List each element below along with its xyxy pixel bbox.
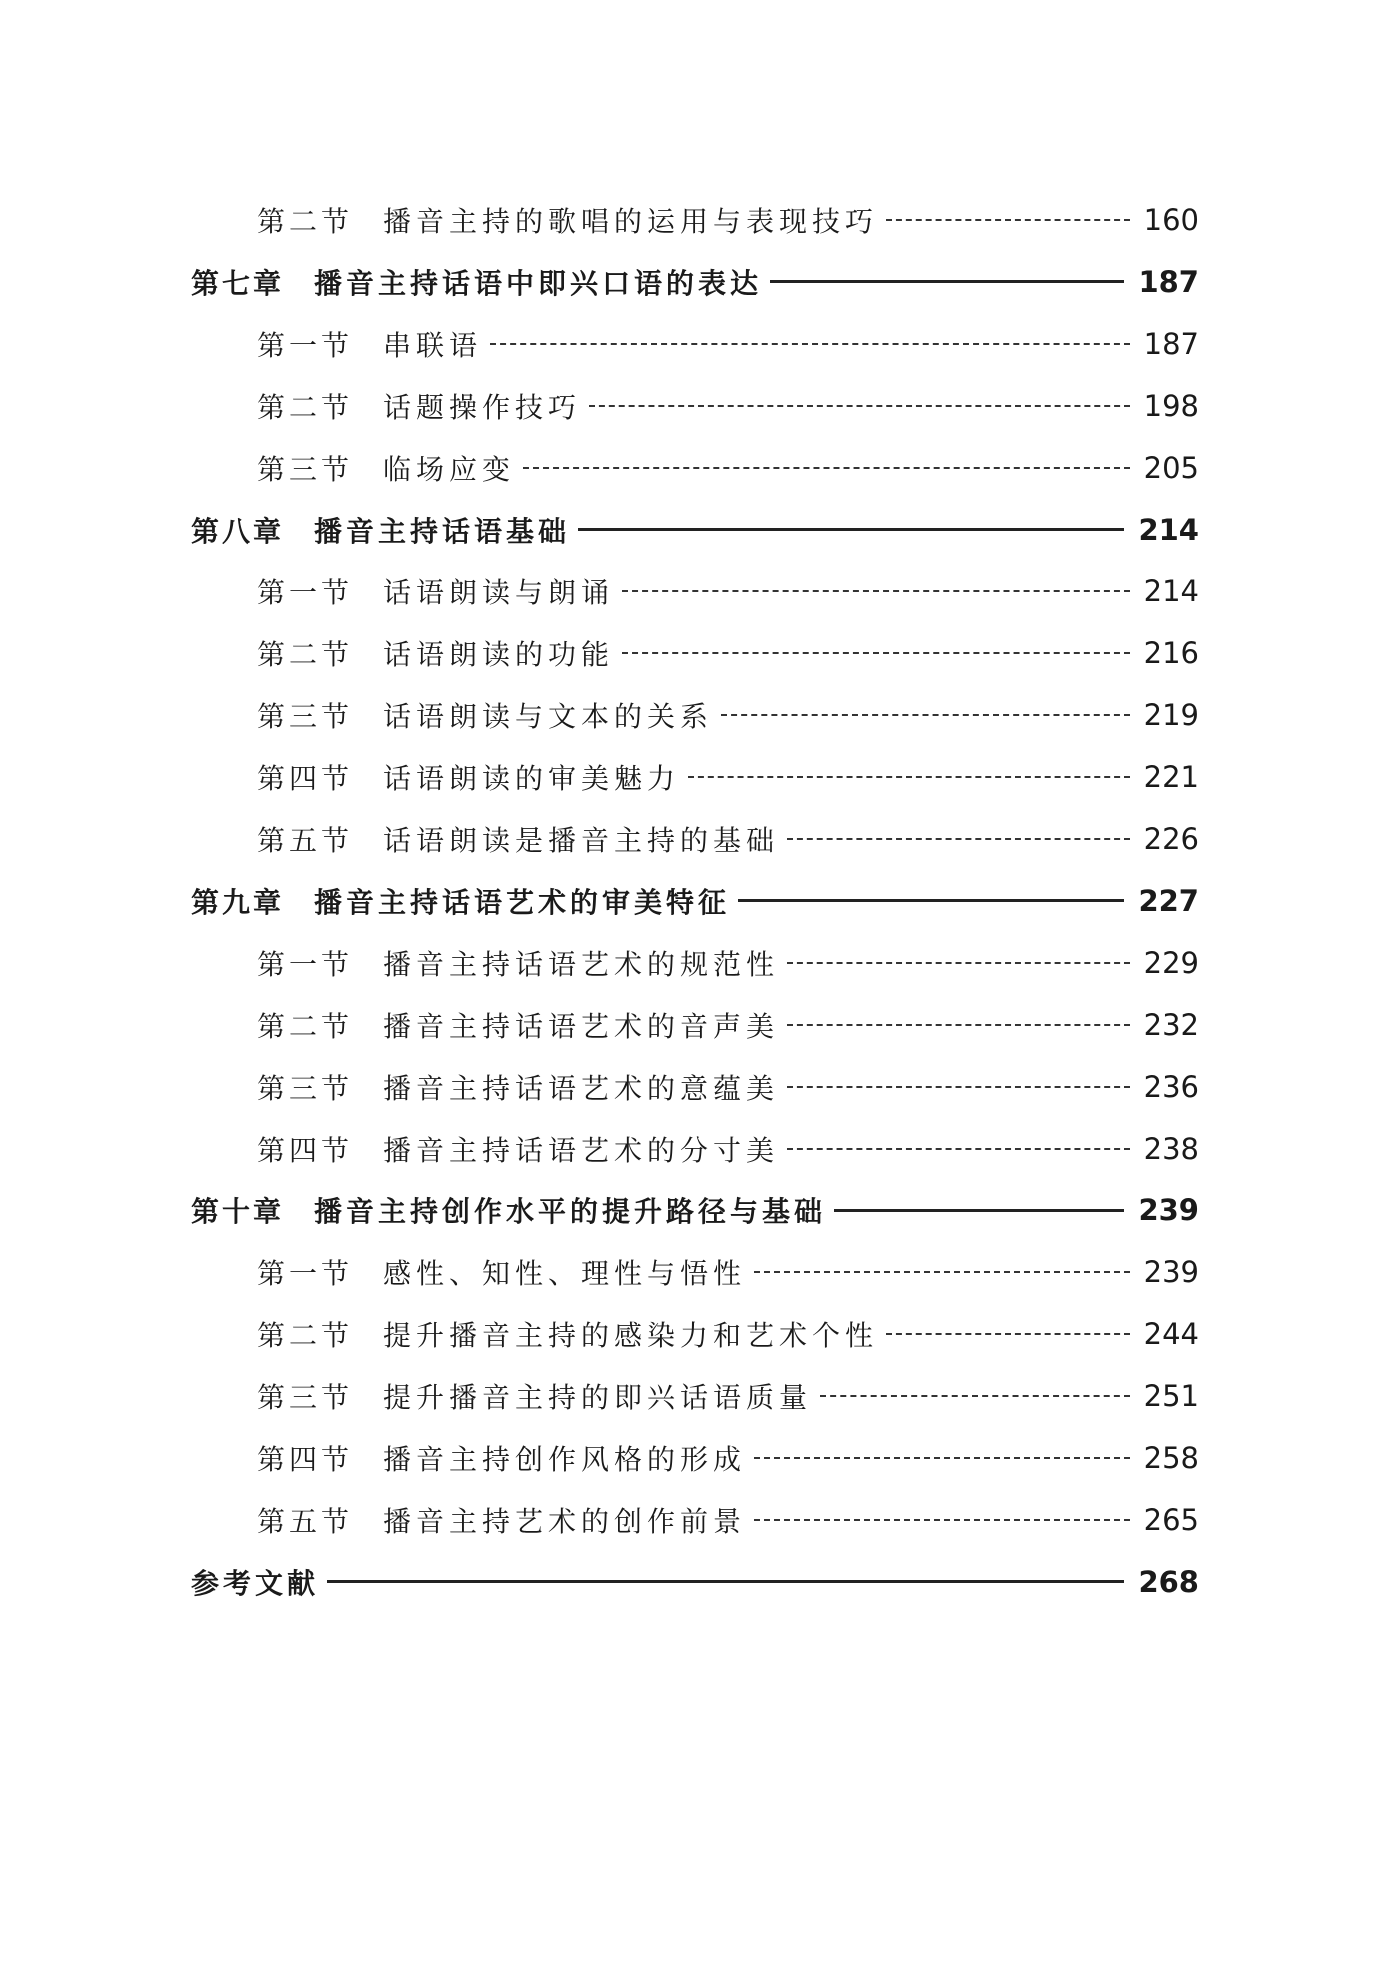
- chapter-number: 第七章: [191, 266, 285, 300]
- toc-section-entry[interactable]: [257, 381, 1199, 431]
- leader-line: [787, 838, 1130, 840]
- section-number: 第五节: [257, 1504, 354, 1538]
- leader-line: [886, 1333, 1130, 1335]
- page-number: 187: [1138, 264, 1199, 299]
- page-number: 160: [1143, 203, 1199, 237]
- leader-line: [886, 219, 1130, 221]
- toc-chapter-entry[interactable]: [191, 505, 1199, 555]
- section-number: 第三节: [257, 452, 354, 486]
- page-number: 268: [1138, 1564, 1199, 1599]
- section-title: 话语朗读的功能: [383, 638, 615, 672]
- page-number: 258: [1143, 1441, 1199, 1475]
- toc-section-entry[interactable]: [257, 628, 1199, 678]
- section-title: 播音主持话语艺术的分寸美: [383, 1133, 780, 1167]
- section-number: 第四节: [257, 1443, 354, 1476]
- toc-section-entry[interactable]: [257, 1495, 1199, 1545]
- page-number: 214: [1138, 512, 1199, 547]
- page-number: 214: [1143, 574, 1199, 609]
- section-title: 提升播音主持的即兴话语质量: [383, 1381, 813, 1415]
- page-number: 232: [1143, 1007, 1199, 1042]
- toc-section-entry[interactable]: [257, 1062, 1199, 1112]
- page-number: 205: [1143, 450, 1199, 485]
- chapter-number: 第八章: [191, 514, 285, 548]
- toc-section-entry[interactable]: [257, 1124, 1199, 1174]
- leader-line: [327, 1580, 1124, 1583]
- section-title: 播音主持艺术的创作前景: [383, 1504, 747, 1538]
- toc-section-entry[interactable]: [257, 1247, 1199, 1297]
- leader-line: [578, 528, 1124, 531]
- page-number: 216: [1143, 636, 1199, 671]
- leader-line: [787, 1148, 1130, 1150]
- leader-line: [787, 1086, 1130, 1088]
- chapter-number: 第九章: [191, 885, 285, 919]
- section-number: 第三节: [257, 1381, 354, 1415]
- chapter-title: 播音主持话语中即兴口语的表达: [314, 266, 763, 300]
- section-title: 话语朗读与文本的关系: [383, 700, 714, 734]
- page-number: 236: [1143, 1069, 1199, 1104]
- chapter-title: 播音主持创作水平的提升路径与基础: [314, 1195, 827, 1229]
- section-title: 播音主持话语艺术的音声美: [383, 1009, 780, 1043]
- leader-line: [721, 714, 1130, 716]
- toc-chapter-entry[interactable]: [191, 876, 1199, 926]
- leader-line: [787, 962, 1130, 964]
- section-title: 临场应变: [383, 452, 516, 486]
- toc-section-entry[interactable]: [257, 1309, 1199, 1359]
- section-number: 第一节: [257, 947, 354, 981]
- toc-section-entry[interactable]: [257, 1371, 1199, 1421]
- chapter-title: 播音主持话语艺术的审美特征: [314, 885, 731, 919]
- leader-line: [787, 1024, 1130, 1026]
- section-number: 第一节: [257, 576, 354, 610]
- leader-line: [523, 467, 1130, 469]
- toc-section-entry[interactable]: [257, 938, 1199, 988]
- section-number: 第一节: [257, 328, 354, 362]
- toc-section-entry[interactable]: [257, 566, 1199, 616]
- section-number: 第四节: [257, 762, 354, 796]
- section-title: 播音主持话语艺术的意蕴美: [383, 1071, 780, 1105]
- page-number: 226: [1143, 822, 1199, 856]
- toc-section-entry[interactable]: [257, 690, 1199, 740]
- page-number: 227: [1138, 883, 1199, 918]
- chapter-title: 参考文献: [191, 1566, 320, 1600]
- leader-line: [770, 280, 1124, 283]
- section-number: 第三节: [257, 700, 354, 734]
- toc-chapter-entry[interactable]: [191, 1185, 1199, 1235]
- leader-line: [688, 776, 1130, 778]
- toc-chapter-entry[interactable]: [191, 257, 1199, 307]
- section-title: 话语朗读与朗诵: [383, 576, 615, 610]
- toc-section-entry[interactable]: [257, 752, 1199, 802]
- leader-line: [589, 405, 1130, 407]
- page-number: 238: [1143, 1131, 1199, 1166]
- section-number: 第二节: [257, 1009, 354, 1043]
- leader-line: [834, 1209, 1124, 1212]
- section-title: 话语朗读是播音主持的基础: [383, 824, 780, 857]
- leader-line: [754, 1271, 1130, 1273]
- section-number: 第四节: [257, 1133, 354, 1167]
- section-title: 串联语: [383, 328, 483, 362]
- leader-line: [820, 1395, 1130, 1397]
- section-number: 第一节: [257, 1257, 354, 1291]
- leader-line: [738, 899, 1124, 902]
- section-number: 第二节: [257, 205, 354, 238]
- page-number: 229: [1143, 945, 1199, 980]
- section-number: 第二节: [257, 638, 354, 672]
- leader-line: [754, 1457, 1130, 1459]
- toc-section-entry[interactable]: [257, 319, 1199, 369]
- chapter-number: 第十章: [191, 1195, 285, 1229]
- section-title: 播音主持话语艺术的规范性: [383, 947, 780, 981]
- page-number: 187: [1143, 326, 1199, 361]
- leader-line: [490, 343, 1130, 345]
- section-title: 话题操作技巧: [383, 390, 582, 424]
- leader-line: [622, 590, 1130, 592]
- page-number: 219: [1143, 698, 1199, 733]
- page-number: 239: [1143, 1255, 1199, 1290]
- page-number: 251: [1143, 1379, 1199, 1414]
- page-number: 239: [1138, 1193, 1199, 1228]
- section-number: 第三节: [257, 1071, 354, 1105]
- section-title: 感性、知性、理性与悟性: [383, 1257, 747, 1291]
- chapter-title: 播音主持话语基础: [314, 514, 571, 548]
- section-title: 话语朗读的审美魅力: [383, 762, 681, 796]
- section-title: 播音主持创作风格的形成: [383, 1443, 747, 1476]
- section-title: 提升播音主持的感染力和艺术个性: [383, 1319, 879, 1353]
- page-number: 221: [1143, 760, 1199, 795]
- page-number: 244: [1143, 1317, 1199, 1352]
- toc-section-entry[interactable]: [257, 195, 1199, 245]
- page-number: 265: [1143, 1502, 1199, 1537]
- toc-section-entry[interactable]: [257, 1000, 1199, 1050]
- toc-chapter-entry[interactable]: [191, 1557, 1199, 1607]
- leader-line: [754, 1519, 1130, 1521]
- toc-section-entry[interactable]: [257, 1433, 1199, 1483]
- section-number: 第五节: [257, 824, 354, 857]
- section-number: 第二节: [257, 1319, 354, 1353]
- section-number: 第二节: [257, 390, 354, 424]
- toc-section-entry[interactable]: [257, 814, 1199, 864]
- leader-line: [622, 652, 1130, 654]
- page-number: 198: [1143, 388, 1199, 423]
- toc-section-entry[interactable]: [257, 443, 1199, 493]
- section-title: 播音主持的歌唱的运用与表现技巧: [383, 205, 879, 238]
